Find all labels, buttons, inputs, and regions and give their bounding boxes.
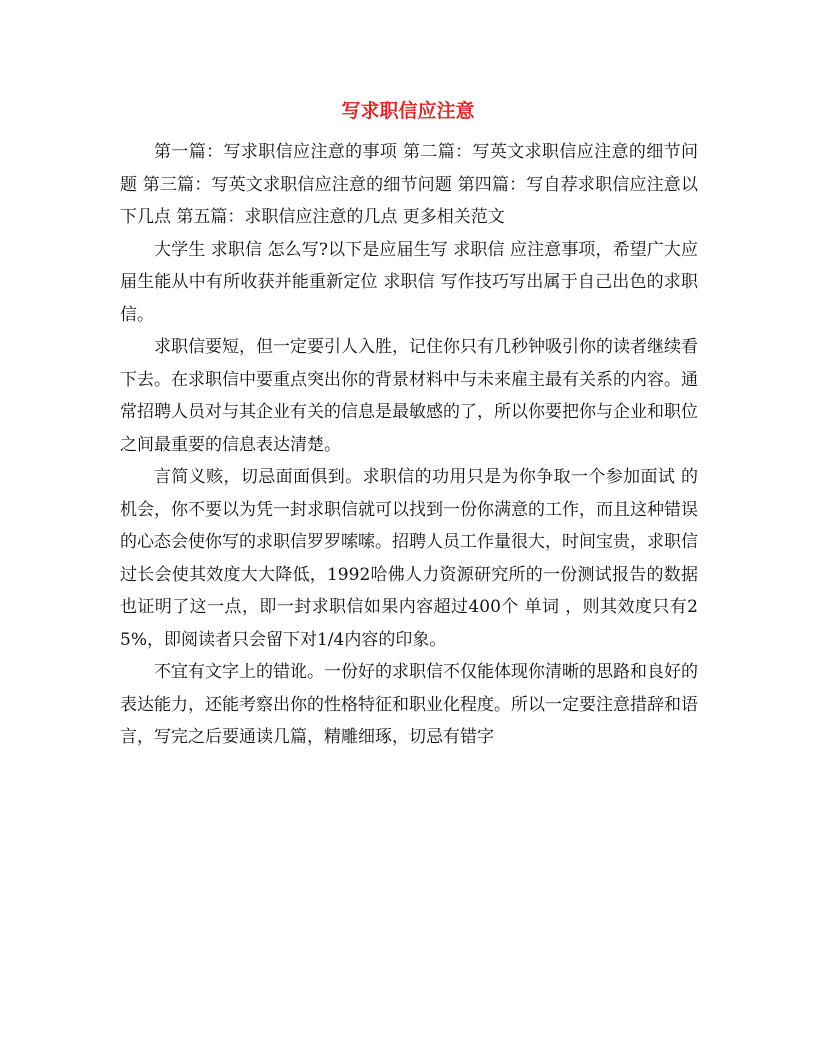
- paragraph-3: 求职信要短，但一定要引人入胜，记住你只有几秒钟吸引你的读者继续看下去。在求职信中要重点突出你的背景材料中与未来雇主最有关系的内容。通常招聘人员对与其企业有关的信息是最敏感的了，所以你要把你与企业和职位之间最重要的信息表达清楚。: [120, 337, 698, 455]
- paragraph-5: 不宜有文字上的错讹。一份好的求职信不仅能体现你清晰的思路和良好的表达能力，还能考察出你的性格特征和职业化程度。所以一定要注意措辞和语言，写完之后要通读几篇，精雕细琢，切忌有错字: [120, 662, 698, 747]
- paragraph-1: 第一篇：写求职信应注意的事项 第二篇：写英文求职信应注意的细节问题 第三篇：写英文求职信应注意的细节问题 第四篇：写自荐求职信应注意以下几点 第五篇：求职信应注意的几点 更多相关范文: [120, 142, 698, 227]
- paragraph-2: 大学生 求职信 怎么写?以下是应届生写 求职信 应注意事项，希望广大应届生能从中有所收获并能重新定位 求职信 写作技巧写出属于自己出色的求职信。: [120, 239, 698, 325]
- paragraph-4: 言简义赅，切忌面面俱到。求职信的功用只是为你争取一个参加面试 的机会，你不要以为凭一封求职信就可以找到一份你满意的工作，而且这种错误的心态会使你写的求职信罗罗嗦嗦。招聘人员工作量很大，时间宝贵，求职信过长会使其效度大大降低，1992哈佛人力资源研究所的一份测试报告的数据也证明了这一点，即一封求职信如果内容超过400个 单词 ，则其效度只有25%，即阅读者只会留下对1/4内容的印象。: [120, 467, 698, 650]
- document-title: 写求职信应注意: [341, 100, 475, 122]
- document-body: [120, 136, 698, 754]
